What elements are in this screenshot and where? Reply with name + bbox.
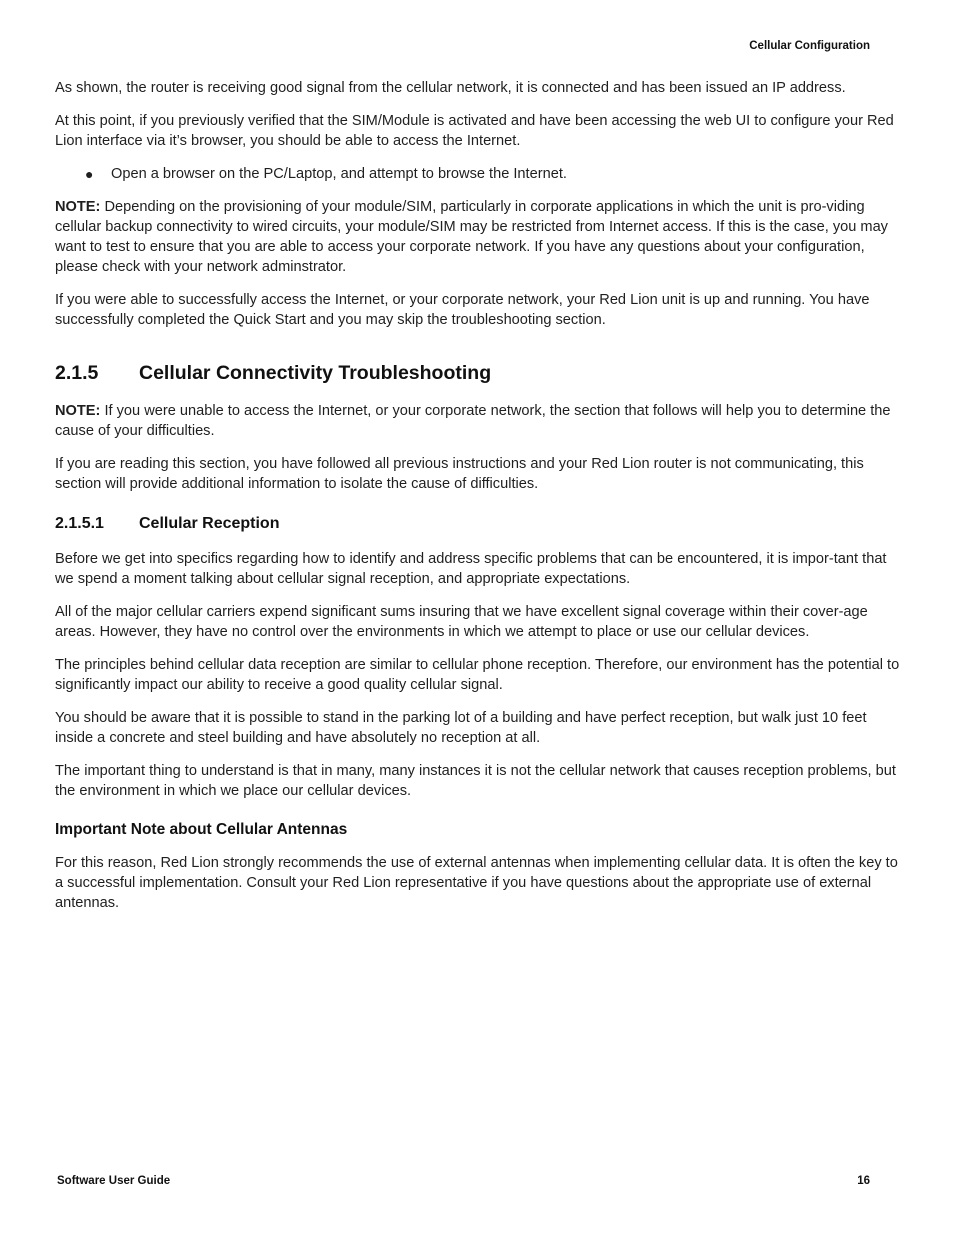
reception-paragraph-5: The important thing to understand is that in many, many instances it is not the cellular network that causes reception problems, but the environment in which we place our cellular devices.	[55, 763, 896, 799]
reception-paragraph-4: You should be aware that it is possible to stand in the parking lot of a building and have perfect reception, but walk just 10 feet inside a concrete and steel building and have absolutely no reception at all.	[55, 710, 867, 746]
note-label: NOTE:	[55, 403, 101, 419]
note-label: NOTE:	[55, 199, 101, 215]
subsection-title: Cellular Reception	[139, 515, 280, 532]
bullet-icon: ●	[85, 166, 94, 182]
section-number: 2.1.5	[55, 362, 99, 384]
reception-paragraph-3: The principles behind cellular data reception are similar to cellular phone reception. Therefore, our environment has the potential to significantly impact our ability to receive a good quality cellular signal.	[55, 657, 900, 693]
troubleshooting-note-paragraph	[55, 401, 901, 441]
bullet-list	[55, 164, 901, 184]
section-heading-2-1-5	[55, 360, 901, 386]
section-heading-2-1-5-1	[55, 513, 901, 535]
subsection-number: 2.1.5.1	[55, 515, 104, 532]
antenna-note-heading: Important Note about Cellular Antennas	[55, 821, 348, 838]
bullet-text: Open a browser on the PC/Laptop, and attempt to browse the Internet.	[111, 166, 567, 182]
intro-paragraph-3: If you were able to successfully access the Internet, or your corporate network, your Red Lion unit is up and running. You have successfully completed the Quick Start and you may skip the troubleshooting section.	[55, 292, 870, 328]
intro-paragraph-2: At this point, if you previously verified that the SIM/Module is activated and have been accessing the web UI to configure your Red Lion interface via it’s browser, you should be able to access the Internet.	[55, 113, 894, 149]
antenna-note-paragraph: For this reason, Red Lion strongly recommends the use of external antennas when implementing cellular data. It is often the key to a successful implementation. Consult your Red Lion representative if you have questions about the appropriate use of external antennas.	[55, 855, 898, 911]
section-title: Cellular Connectivity Troubleshooting	[139, 362, 492, 384]
note-paragraph	[55, 197, 901, 277]
troubleshooting-paragraph-1: If you are reading this section, you have followed all previous instructions and your Red Lion router is not communicating, this section will provide additional information to isolate the cause of difficulties.	[55, 456, 864, 492]
running-header: Cellular Configuration	[749, 40, 870, 52]
intro-paragraph-1: As shown, the router is receiving good signal from the cellular network, it is connected and has been issued an IP address.	[55, 80, 846, 96]
page-content	[55, 78, 901, 926]
note-text: If you were unable to access the Internet, or your corporate network, the section that follows will help you to determine the cause of your difficulties.	[55, 403, 891, 439]
reception-paragraph-2: All of the major cellular carriers expend significant sums insuring that we have excellent signal coverage within their cover-age areas. However, they have no control over the environments in which we attempt to place or use our cellular devices.	[55, 604, 868, 640]
list-item	[55, 164, 901, 184]
note-text: Depending on the provisioning of your module/SIM, particularly in corporate applications in which the unit is pro-viding cellular backup connectivity to wired circuits, your module/SIM may be restricted from Internet access. If this is the case, you may want to test to ensure that you are able to access your corporate network. If you have any questions about your configuration, please check with your network adminstrator.	[55, 199, 888, 275]
footer-page-number: 16	[857, 1175, 870, 1187]
reception-paragraph-1: Before we get into specifics regarding how to identify and address specific problems that can be encountered, it is impor-tant that we spend a moment talking about cellular signal reception, and appropriate expectations.	[55, 551, 887, 587]
footer-doc-title: Software User Guide	[57, 1175, 171, 1187]
